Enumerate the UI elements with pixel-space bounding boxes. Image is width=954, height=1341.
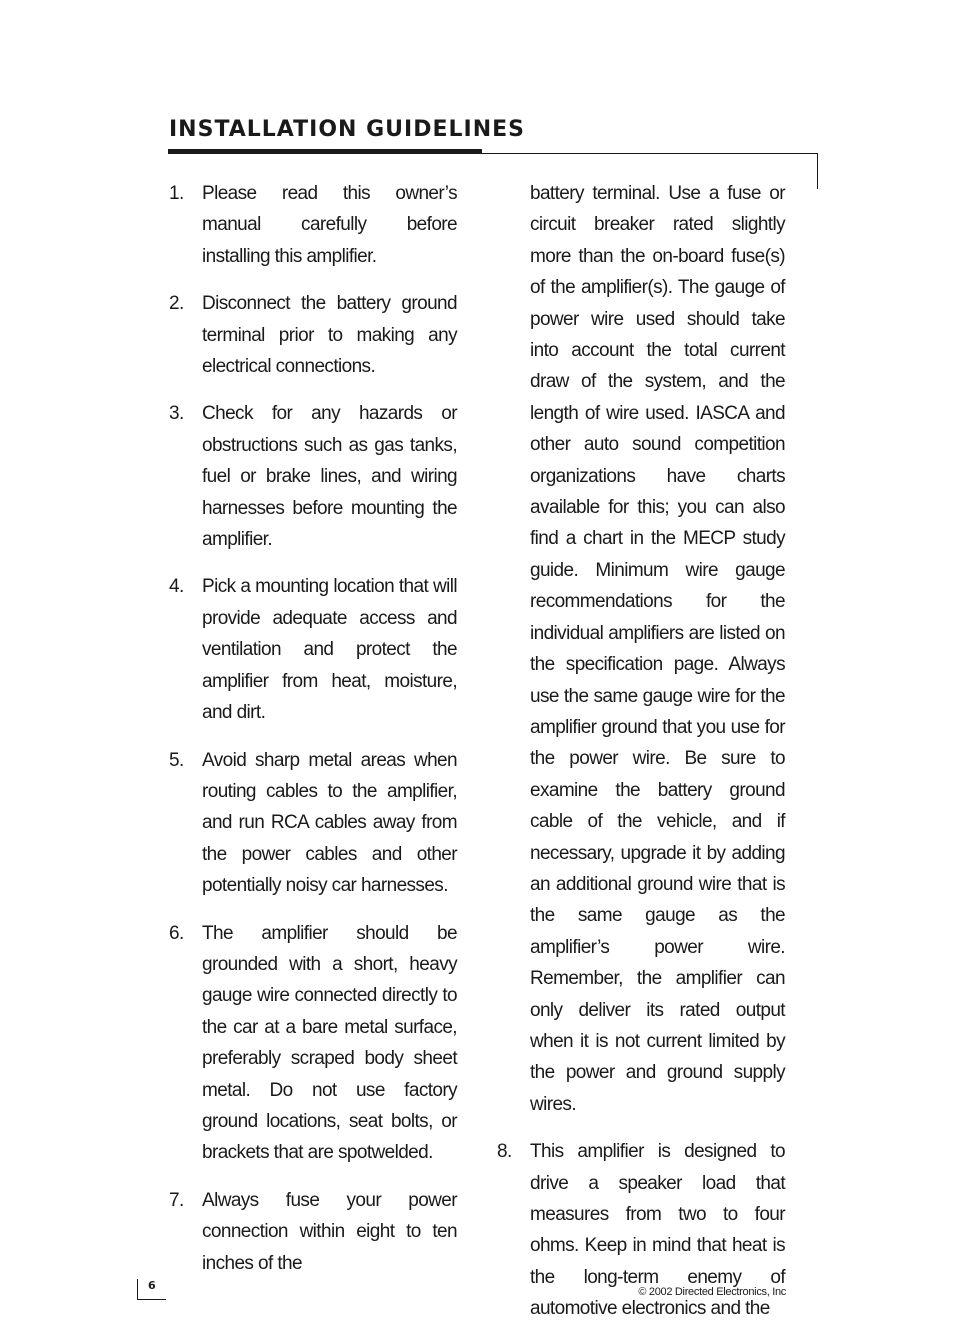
list-item-text: Check for any hazards or obstructions such as gas tanks, fuel or brake lines, and wiring harnesses before mounting the amplifier. [202, 403, 457, 551]
list-item [169, 571, 457, 728]
list-item-number: 4. [169, 576, 184, 598]
list-item-number: 6. [169, 922, 184, 944]
list-item-text: Disconnect the battery ground terminal prior to making any electrical connections. [202, 293, 457, 378]
list-item [169, 288, 457, 382]
list-item-number: 2. [169, 293, 184, 315]
left-column [169, 178, 457, 1295]
list-item-text: Please read this owner’s manual carefully before installing this amplifier. [202, 183, 457, 267]
title-underline [168, 149, 482, 154]
list-item-text: Pick a mounting location that will provide adequate access and ventilation and protect the amplifier from heat, moisture, and dirt. [202, 576, 457, 724]
list-item [169, 918, 457, 1169]
copyright-notice: © 2002 Directed Electronics, Inc [638, 1286, 786, 1298]
list-item-number: 1. [169, 183, 184, 204]
list-item-text: This amplifier is designed to drive a speaker load that measures from two to four ohms. Keep in mind that heat is the long-term enemy of automotive electronics and the [530, 1141, 785, 1320]
list-item [169, 1185, 457, 1279]
list-item-text: Always fuse your power connection within eight to ten inches of the [202, 1189, 457, 1274]
list-item [169, 398, 457, 555]
list-item-text: Avoid sharp metal areas when routing cables to the amplifier, and run RCA cables away from the power cables and other potentially noisy car harnesses. [202, 749, 457, 897]
page-number: 6 [148, 1279, 156, 1292]
list-item-text: The amplifier should be grounded with a short, heavy gauge wire connected directly to the car at a bare metal surface, preferably scraped body sheet metal. Do not use factory ground locations, seat bolts, or brackets that are spotwelded. [202, 922, 457, 1164]
list-item-number: 3. [169, 403, 184, 425]
header-rule [482, 153, 818, 154]
list-item-number: 5. [169, 749, 184, 771]
list-item-number: 8. [497, 1141, 512, 1163]
list-item-continuation: battery terminal. Use a fuse or circuit breaker rated slightly more than the on-board fuse(s) of the amplifier(s). The gauge of power wire used should take into account the total current draw of the system, and the length of wire used. IASCA and other auto sound competition organizations have charts available for this; you can also find a chart in the MECP study guide. Minimum wire gauge recommendations for the individual amplifiers are listed on the specification page. Always use the same gauge wire for the amplifier ground that you use for the power wire. Be sure to examine the battery ground cable of the vehicle, and if necessary, upgrade it by adding an additional ground wire that is the same gauge as the amplifier’s power wire. Remember, the amplifier can only deliver its rated output when it is not current limited by the power and ground supply wires. [530, 183, 785, 1115]
right-column [497, 178, 785, 1341]
header-rule-corner [817, 153, 818, 189]
page-title: INSTALLATION GUIDELINES [169, 117, 525, 142]
list-item-number: 7. [169, 1189, 184, 1211]
list-item [169, 745, 457, 902]
list-item [169, 178, 457, 272]
